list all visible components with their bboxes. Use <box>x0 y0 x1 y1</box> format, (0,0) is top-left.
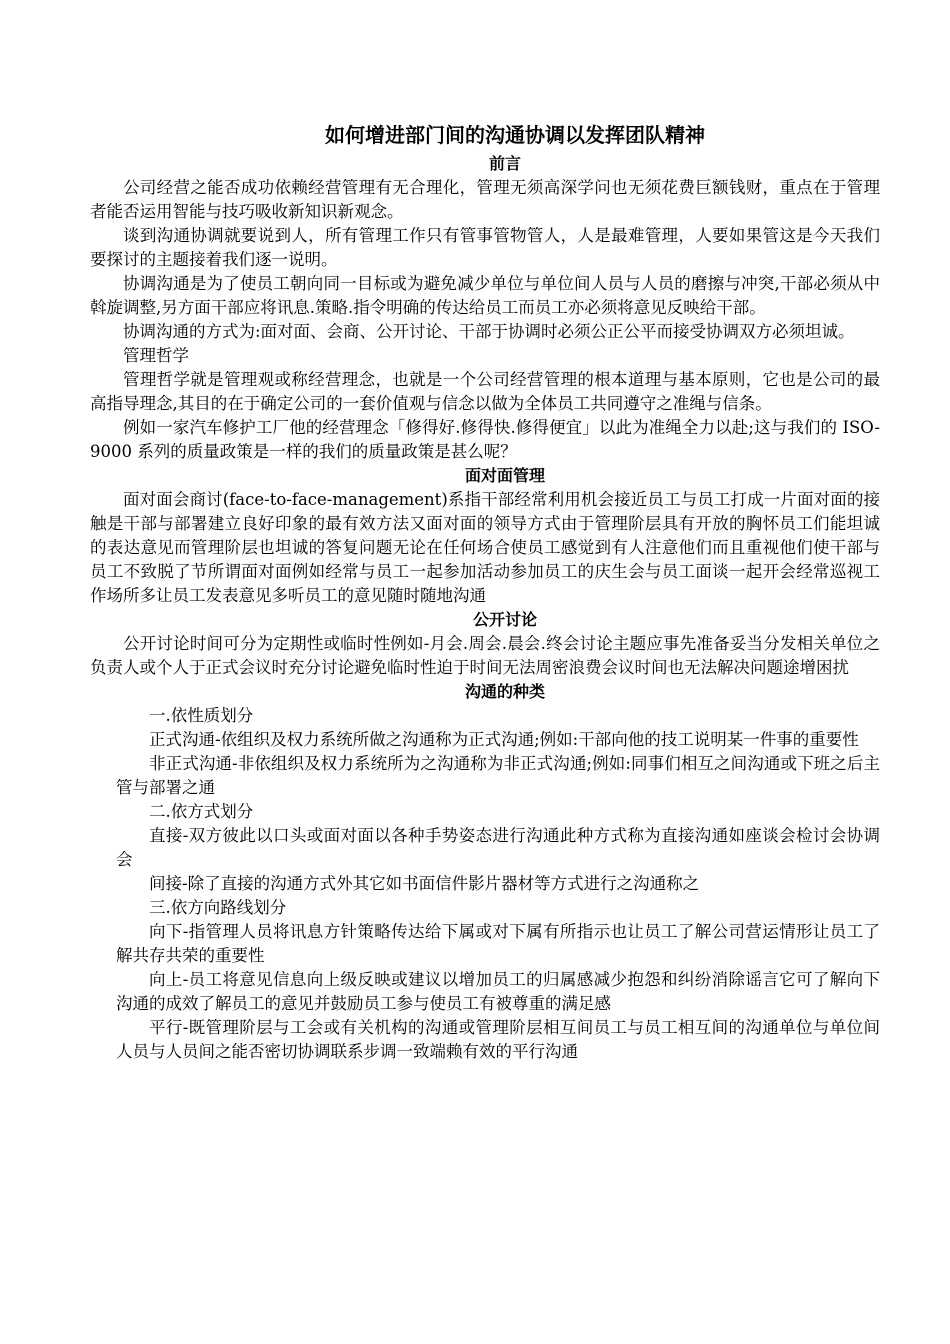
paragraph: 公司经营之能否成功依赖经营管理有无合理化，管理无须高深学问也无须花费巨额钱财，重点在于管理者能否运用智能与技巧吸收新知识新观念。 <box>90 178 880 221</box>
list-item: 平行-既管理阶层与工会或有关机构的沟通或管理阶层相互间员工与员工相互间的沟通单位与单位间人员与人员间之能否密切协调联系步调一致端赖有效的平行沟通 <box>116 1018 880 1061</box>
face-heading: 面对面管理 <box>464 466 545 485</box>
list-item: 非正式沟通-非依组织及权力系统所为之沟通称为非正式沟通;例如:同事们相互之间沟通或下班之后主管与部署之通 <box>116 754 880 797</box>
paragraph: 管理哲学就是管理观或称经营理念，也就是一个公司经营管理的根本道理与基本原则，它也是公司的最高指导理念,其目的在于确定公司的一套价值观与信念以做为全体员工共同遵守之准绳与信条。 <box>90 370 880 413</box>
paragraph: 公开讨论时间可分为定期性或临时性例如-月会.周会.晨会.终会讨论主题应事先准备妥当分发相关单位之负责人或个人于正式会议时充分讨论避免临时性迫于时间无法周密浪费会议时间也无法解决问题途增困扰 <box>90 634 880 677</box>
list-item: 向上-员工将意见信息向上级反映或建议以增加员工的归属感减少抱怨和纠纷消除谣言它可了解向下沟通的成效了解员工的意见并鼓励员工参与使员工有被尊重的满足感 <box>116 970 880 1013</box>
list-item: 三.依方向路线划分 <box>149 898 287 917</box>
paragraph: 协调沟通是为了使员工朝向同一目标或为避免减少单位与单位间人员与人员的磨擦与冲突,干部必须从中斡旋调整,另方面干部应将讯息.策略.指令明确的传达给员工而员工亦必须将意见反映给干部。 <box>90 274 880 317</box>
paragraph: 面对面会商讨(face-to-face-management)系指干部经常利用机会接近员工与员工打成一片面对面的接触是干部与部署建立良好印象的最有效方法又面对面的领导方式由于管理阶层具有开放的胸怀员工们能坦诚的表达意见而管理阶层也坦诚的答复问题无论在任何场合使员工感觉到有人注意他们而且重视他们使干部与员工不致脱了节所谓面对面例如经常与员工一起参加活动参加员工的庆生会与员工面谈一起开会经常巡视工作场所多让员工发表意见多听员工的意见随时随地沟通 <box>90 490 880 605</box>
list-item: 正式沟通-依组织及权力系统所做之沟通称为正式沟通;例如:干部向他的技工说明某一件事的重要性 <box>149 730 859 749</box>
types-heading: 沟通的种类 <box>464 682 545 701</box>
preface-heading: 前言 <box>488 154 521 173</box>
subsection-label: 管理哲学 <box>123 346 189 365</box>
list-item: 直接-双方彼此以口头或面对面以各种手势姿态进行沟通此种方式称为直接沟通如座谈会检讨会协调会 <box>116 826 880 869</box>
list-item: 向下-指管理人员将讯息方针策略传达给下属或对下属有所指示也让员工了解公司营运情形让员工了解共存共荣的重要性 <box>116 922 880 965</box>
document-page <box>90 118 880 1064</box>
types-list <box>90 704 880 1064</box>
list-item: 二.依方式划分 <box>149 802 254 821</box>
discussion-heading: 公开讨论 <box>472 610 537 629</box>
list-item: 一.依性质划分 <box>149 706 254 725</box>
paragraph: 协调沟通的方式为:面对面、会商、公开讨论、干部于协调时必须公正公平而接受协调双方必须坦诚。 <box>123 322 855 341</box>
list-item: 间接-除了直接的沟通方式外其它如书面信件影片器材等方式进行之沟通称之 <box>149 874 700 893</box>
paragraph: 谈到沟通协调就要说到人，所有管理工作只有管事管物管人，人是最难管理，人要如果管这是今天我们要探讨的主题接着我们逐一说明。 <box>90 226 880 269</box>
document-title: 如何增进部门间的沟通协调以发挥团队精神 <box>325 123 705 147</box>
paragraph: 例如一家汽车修护工厂他的经营理念「修得好.修得快.修得便宜」以此为准绳全力以赴;这与我们的 ISO-9000 系列的质量政策是一样的我们的质量政策是甚么呢？ <box>90 418 880 461</box>
